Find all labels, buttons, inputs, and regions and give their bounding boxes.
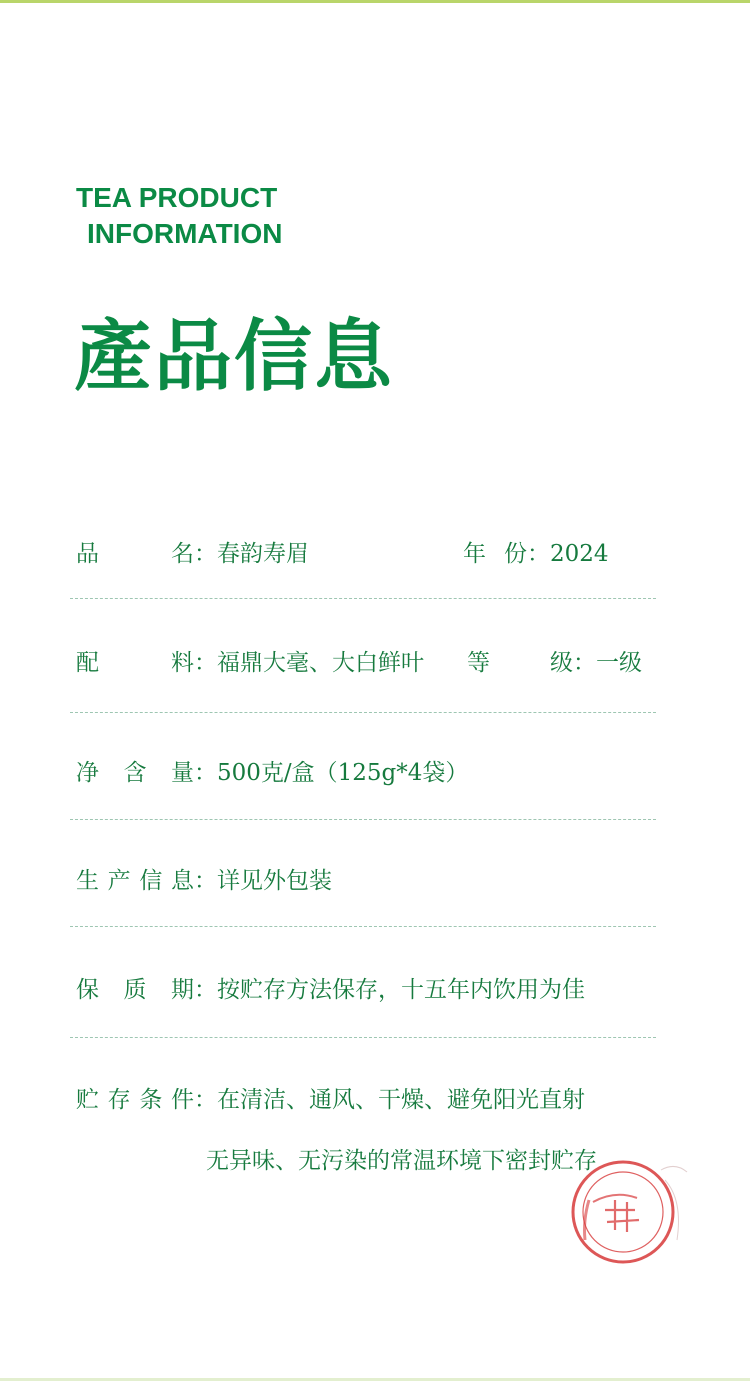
dashed-divider <box>70 926 656 927</box>
chinese-title: 產品信息 <box>74 311 395 402</box>
label-ingredients: 配料 <box>76 650 194 676</box>
dashed-divider <box>70 598 656 599</box>
colon: ： <box>194 868 217 894</box>
value-grade: 一级 <box>596 650 642 676</box>
row-net-content <box>76 754 468 787</box>
colon: ： <box>194 760 217 786</box>
row-grade <box>467 644 642 677</box>
row-product-name <box>76 535 309 568</box>
colon: ： <box>194 650 217 676</box>
value-net-content: 500克/盒（125g*4袋） <box>217 760 469 786</box>
row-production-info <box>76 862 332 895</box>
label-storage: 贮存条件 <box>76 1087 194 1113</box>
value-shelf-life: 按贮存方法保存，十五年内饮用为佳 <box>217 977 585 1003</box>
english-title <box>76 180 476 252</box>
colon: ： <box>194 977 217 1003</box>
label-shelf-life: 保质期 <box>76 977 194 1003</box>
row-year <box>463 535 609 568</box>
label-product-name: 品名 <box>76 541 194 567</box>
value-product-name: 春韵寿眉 <box>217 541 309 567</box>
label-net-content: 净含量 <box>76 760 194 786</box>
row-shelf-life <box>76 971 585 1004</box>
row-ingredients <box>76 644 424 677</box>
value-storage-line1: 在清洁、通风、干燥、避免阳光直射 <box>217 1087 585 1113</box>
colon: ： <box>527 541 550 567</box>
value-ingredients: 福鼎大毫、大白鲜叶 <box>217 650 424 676</box>
colon: ： <box>194 1087 217 1113</box>
seal-stamp-icon <box>565 1150 695 1270</box>
dashed-divider <box>70 1037 656 1038</box>
row-storage <box>76 1081 585 1114</box>
label-year: 年份 <box>463 541 527 567</box>
colon: ： <box>573 650 596 676</box>
value-year: 2024 <box>550 541 609 567</box>
top-accent-rule <box>0 0 750 3</box>
row-storage-continued <box>206 1142 597 1175</box>
dashed-divider <box>70 712 656 713</box>
value-production-info: 详见外包装 <box>217 868 332 894</box>
english-title-line2: INFORMATION <box>87 218 283 249</box>
value-storage-line2: 无异味、无污染的常温环境下密封贮存 <box>206 1148 597 1174</box>
dashed-divider <box>70 819 656 820</box>
label-grade: 等级 <box>467 650 573 676</box>
label-production-info: 生产信息 <box>76 868 194 894</box>
colon: ： <box>194 541 217 567</box>
english-title-line1: TEA PRODUCT <box>76 182 278 213</box>
